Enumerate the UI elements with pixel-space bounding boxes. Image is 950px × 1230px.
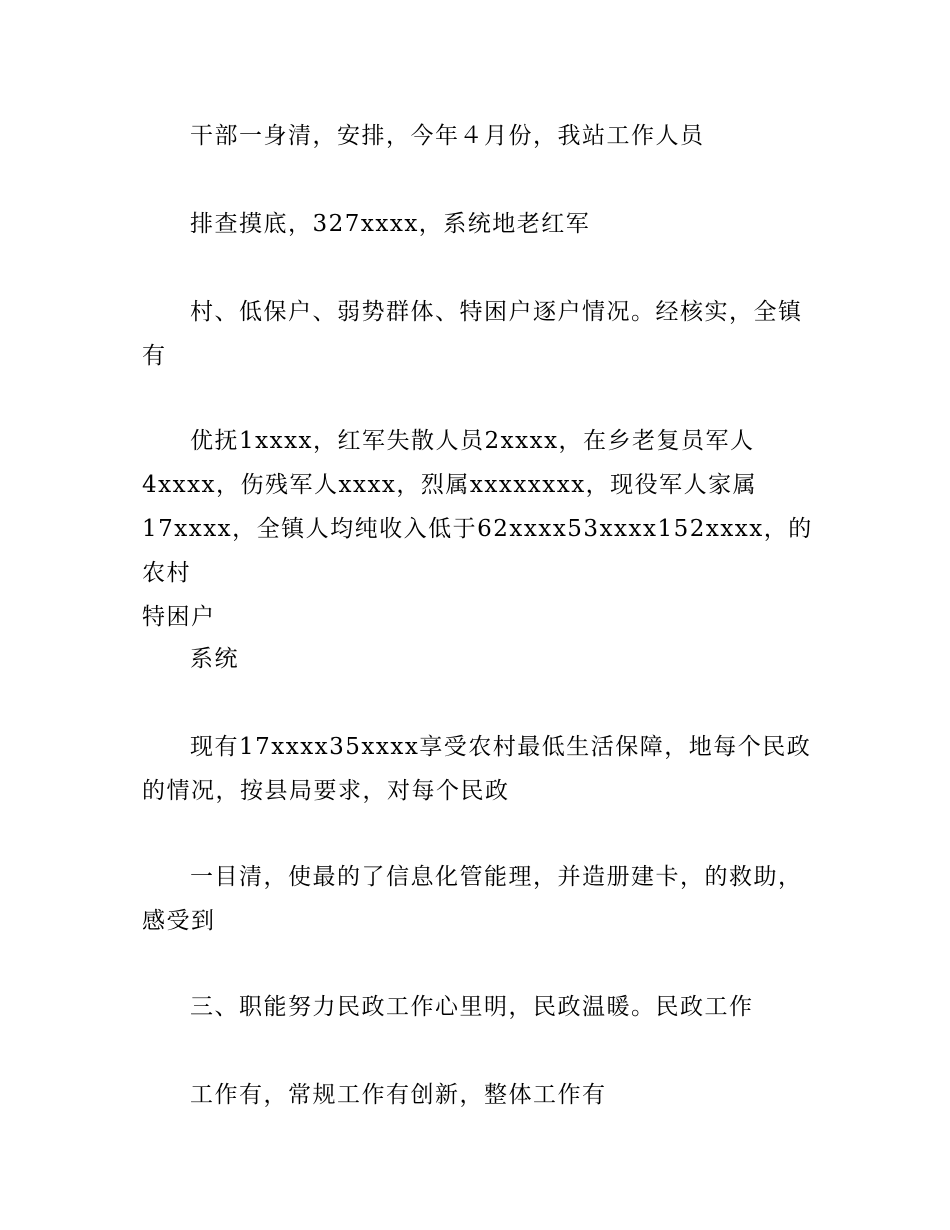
paragraph-9	[142, 1073, 822, 1117]
paragraph-line: 工作有，常规工作有创新，整体工作有	[190, 1082, 607, 1108]
paragraph-line: 的情况，按县局要求，对每个民政	[142, 778, 510, 804]
paragraph-line: 排查摸底，327xxxx，系统地老红军	[190, 211, 591, 237]
paragraph-line: 现有17xxxx35xxxx享受农村最低生活保障，地每个民政	[190, 734, 812, 760]
paragraph-8	[142, 985, 822, 1029]
paragraph-line: 村、低保户、弱势群体、特困户逐户情况。经核实，全镇	[190, 299, 803, 325]
paragraph-line: 三、职能努力民政工作心里明，民政温暖。民政工作	[190, 994, 754, 1020]
paragraph-6	[142, 725, 822, 813]
paragraph-line: 干部一身清，安排，今年４月份，我站工作人员	[190, 123, 705, 149]
paragraph-line: 一目清，使最的了信息化管能理，并造册建卡，的救助，	[190, 864, 803, 890]
paragraph-line: 有	[142, 343, 167, 369]
paragraph-1	[142, 114, 822, 158]
paragraph-3	[142, 290, 822, 378]
paragraph-4	[142, 419, 822, 639]
paragraph-line: 感受到	[142, 908, 216, 934]
paragraph-line: 4xxxx，伤残军人xxxx，烈属xxxxxxxx，现役军人家属	[142, 472, 758, 498]
paragraph-7	[142, 855, 822, 943]
paragraph-5	[142, 637, 822, 681]
paragraph-2	[142, 202, 822, 246]
paragraph-line: 优抚1xxxx，红军失散人员2xxxx，在乡老复员军人	[190, 428, 755, 454]
paragraph-line: 系统	[190, 646, 239, 672]
paragraph-line: 17xxxx，全镇人均纯收入低于62xxxx53xxxx152xxxx，的农村	[142, 516, 813, 586]
paragraph-line: 特困户	[142, 604, 216, 630]
